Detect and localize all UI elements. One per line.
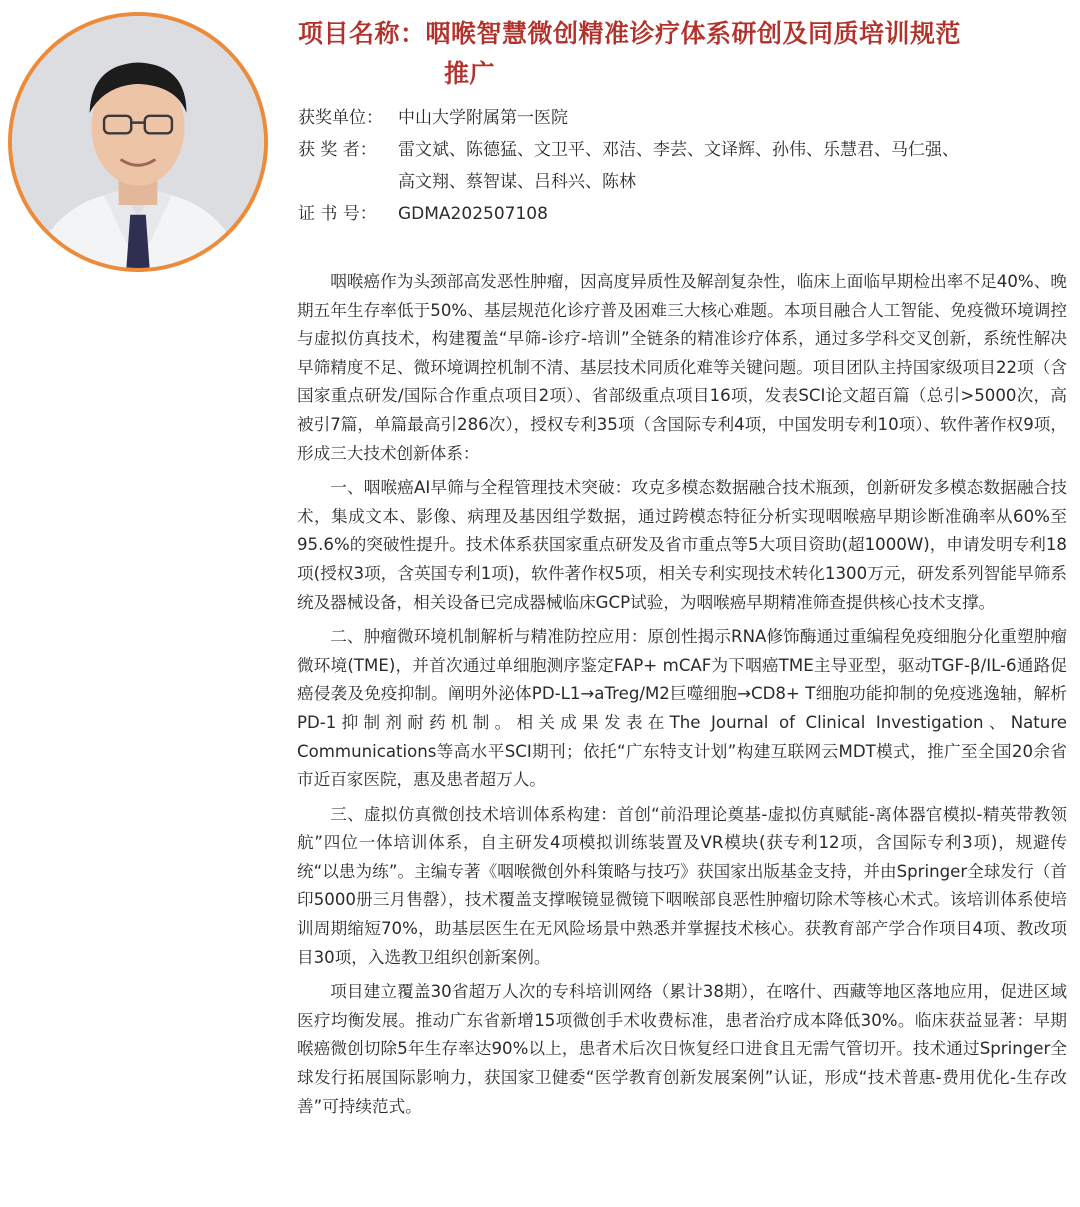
paragraph-tumor-microenvironment: 二、肿瘤微环境机制解析与精准防控应用：原创性揭示RNA修饰酶通过重编程免疫细胞分化重塑肿瘤微环境(TME)，并首次通过单细胞测序鉴定FAP+ mCAF为下咽癌TME主导亚型，驱动TGF-β/IL-6通路促癌侵袭及免疫抑制。阐明外泌体PD-L1→aTreg/M2巨噬细胞→CD8+ T细胞功能抑制的免疫逃逸轴，解析PD-1抑制剂耐药机制。相关成果发表在The Journal of Clinical Investigation、Nature Communications等高水平SCI期刊；依托“广东特支计划”构建互联网云MDT模式，推广至全国20余省市近百家医院，惠及患者超万人。 (297, 627, 1067, 790)
title-line-2: 推广 (444, 59, 496, 88)
winners-line-2: 高文翔、蔡智谋、吕科兴、陈林 (398, 172, 636, 192)
title-line-1: 咽喉智慧微创精准诊疗体系研创及同质培训规范 (425, 19, 962, 48)
unit-row (298, 102, 1068, 134)
paragraph-outcomes: 项目建立覆盖30省超万人次的专科培训网络（累计38期），在喀什、西藏等地区落地应用，促进区域医疗均衡发展。推动广东省新增15项微创手术收费标准，患者治疗成本降低30%。临床获益显著：早期喉癌微创切除5年生存率达90%以上，患者术后次日恢复经口进食且无需气管切开。技术通过Springer全球发行拓展国际影响力，获国家卫健委“医学教育创新发展案例”认证，形成“技术普惠-费用优化-生存改善”可持续范式。 (297, 982, 1067, 1116)
paragraph-virtual-training: 三、虚拟仿真微创技术培训体系构建：首创“前沿理论奠基-虚拟仿真赋能-离体器官模拟-精英带教领航”四位一体培训体系，自主研发4项模拟训练装置及VR模块(获专利12项，含国际专利3项)，规避传统“以患为练”。主编专著《咽喉微创外科策略与技巧》获国家出版基金支持，并由Springer全球发行（首印5000册三月售罄），技术覆盖支撑喉镜显微镜下咽喉部良恶性肿瘤切除术等核心术式。该培训体系使培训周期缩短70%，助基层医生在无风险场景中熟悉并掌握技术核心。获教育部产学合作项目4项、教改项目30项，入选教卫组织创新案例。 (297, 804, 1067, 967)
winners-label: 获 奖 者： (298, 140, 377, 160)
cert-label: 证 书 号： (298, 204, 377, 224)
cert-row (298, 198, 1068, 230)
project-description (297, 268, 1067, 1127)
project-title (298, 14, 1068, 94)
portrait-illustration (12, 16, 264, 268)
award-meta (298, 102, 1068, 230)
unit-value: 中山大学附属第一医院 (398, 108, 568, 128)
paragraph-intro: 咽喉癌作为头颈部高发恶性肿瘤，因高度异质性及解剖复杂性，临床上面临早期检出率不足40%、晚期五年生存率低于50%、基层规范化诊疗普及困难三大核心难题。本项目融合人工智能、免疫微环境调控与虚拟仿真技术，构建覆盖“早筛-诊疗-培训”全链条的精准诊疗体系，通过多学科交叉创新，系统性解决早筛精度不足、微环境调控机制不清、基层技术同质化难等关键问题。项目团队主持国家级项目22项（含国家重点研发/国际合作重点项目2项）、省部级重点项目16项，发表SCI论文超百篇（总引>5000次，高被引7篇，单篇最高引286次），授权专利35项（含国际专利4项，中国发明专利10项）、软件著作权9项，形成三大技术创新体系： (297, 272, 1067, 463)
portrait-photo (8, 12, 268, 272)
title-label: 项目名称： (298, 19, 426, 48)
winners-line-1: 雷文斌、陈德猛、文卫平、邓洁、李芸、文译辉、孙伟、乐慧君、马仁强、 (398, 140, 959, 160)
winners-row (298, 134, 1068, 198)
cert-value: GDMA202507108 (398, 204, 548, 224)
paragraph-ai-screening: 一、咽喉癌AI早筛与全程管理技术突破：攻克多模态数据融合技术瓶颈，创新研发多模态数据融合技术，集成文本、影像、病理及基因组学数据，通过跨模态特征分析实现咽喉癌早期诊断准确率从60%至95.6%的突破性提升。技术体系获国家重点研发及省市重点等5大项目资助(超1000W)，申请发明专利18项(授权3项，含英国专利1项)，软件著作权5项，相关专利实现技术转化1300万元，研发系列智能早筛系统及器械设备，相关设备已完成器械临床GCP试验，为咽喉癌早期精准筛查提供核心技术支撑。 (297, 478, 1067, 612)
unit-label: 获奖单位： (298, 108, 383, 128)
